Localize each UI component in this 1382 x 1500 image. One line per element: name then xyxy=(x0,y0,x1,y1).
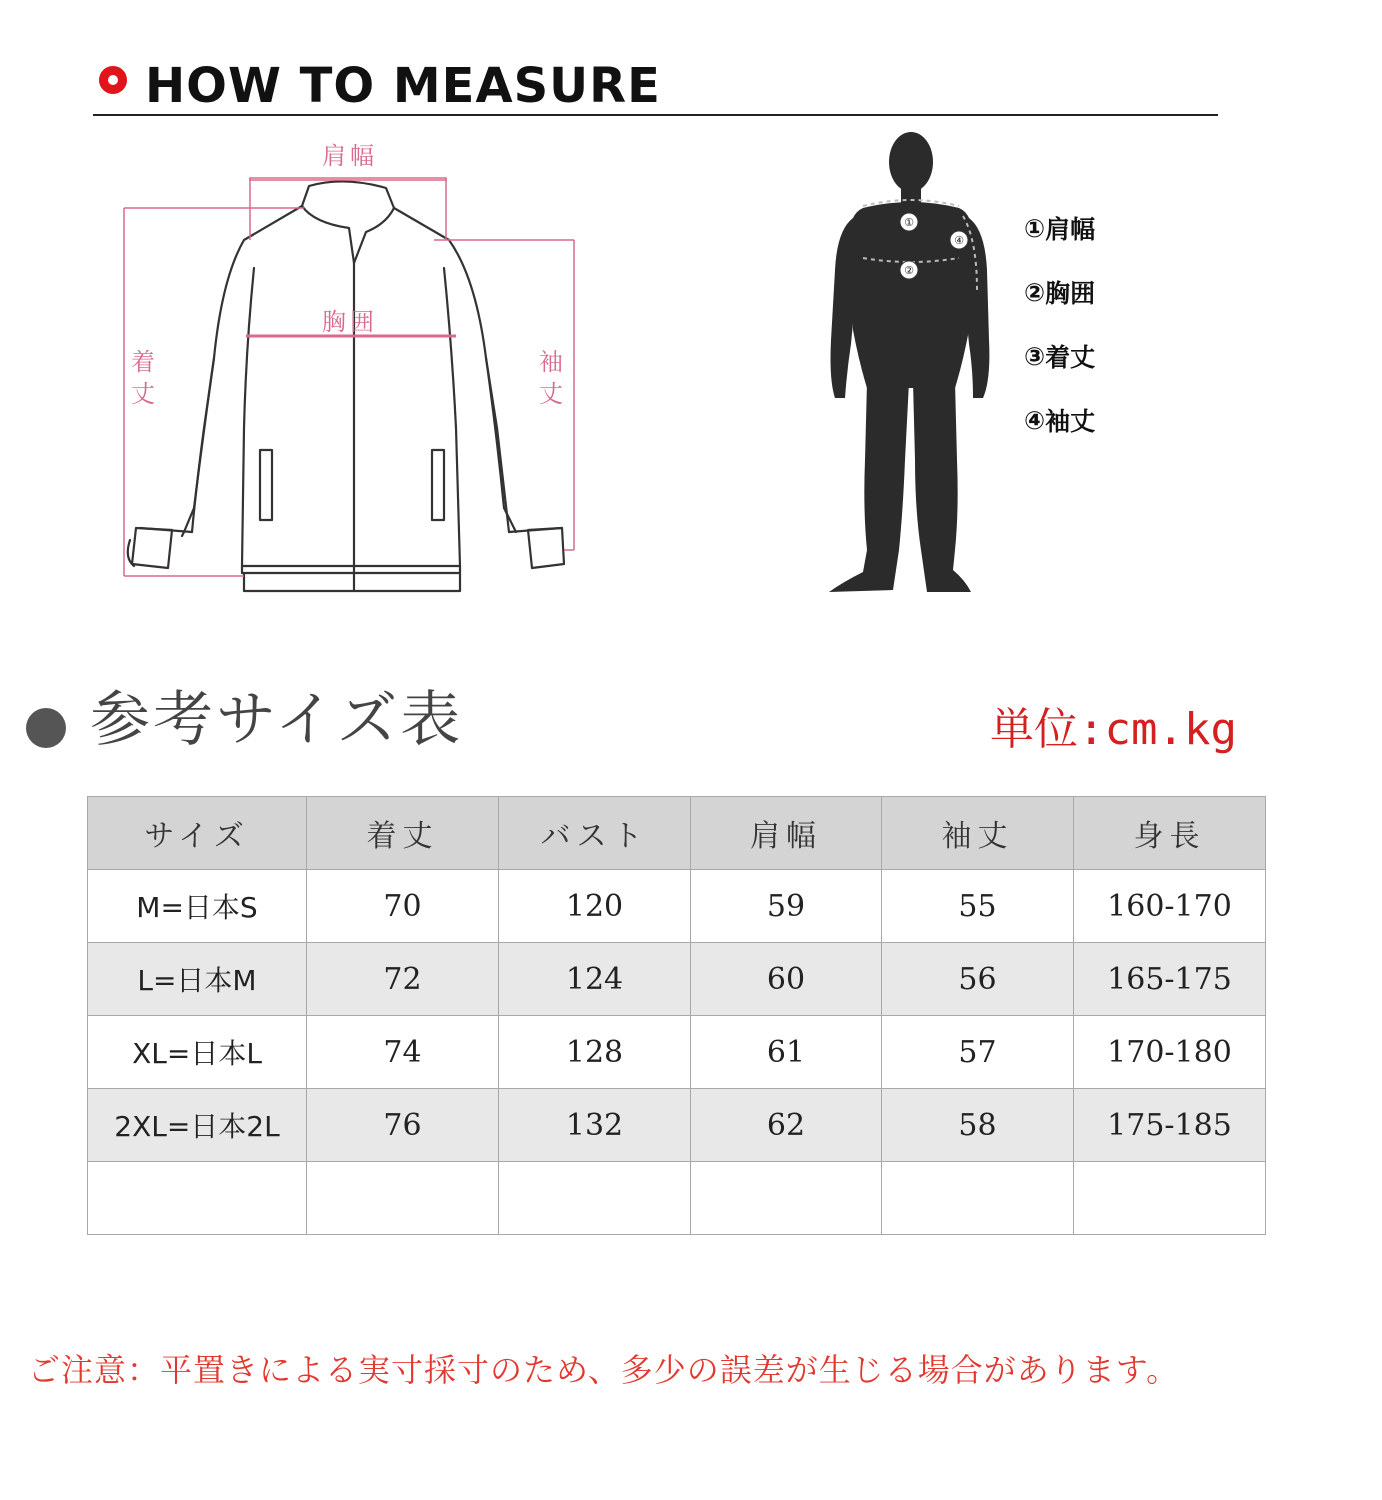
table-cell: 128 xyxy=(499,1016,691,1089)
header-divider xyxy=(93,114,1218,116)
red-ring-icon xyxy=(99,66,127,94)
legend-label: 袖丈 xyxy=(1045,407,1096,436)
table-cell xyxy=(882,1162,1074,1235)
legend-number: ② xyxy=(1024,277,1046,307)
header-shoulder: 肩幅 xyxy=(691,797,882,870)
table-cell: 170-180 xyxy=(1074,1016,1266,1089)
table-cell: 61 xyxy=(691,1016,882,1089)
table-cell: 124 xyxy=(499,943,691,1016)
header-sleeve: 袖丈 xyxy=(882,797,1074,870)
body-silhouette-diagram xyxy=(823,130,993,598)
table-cell xyxy=(88,1162,307,1235)
table-row xyxy=(88,1162,1266,1235)
table-cell: 175-185 xyxy=(1074,1089,1266,1162)
table-cell xyxy=(499,1162,691,1235)
table-row xyxy=(88,943,1266,1016)
table-cell: 76 xyxy=(307,1089,499,1162)
header-length: 着丈 xyxy=(307,797,499,870)
table-cell: 165-175 xyxy=(1074,943,1266,1016)
size-chart-title: 参考サイズ表 xyxy=(90,685,464,755)
how-to-measure-header xyxy=(93,56,1218,118)
table-cell: 62 xyxy=(691,1089,882,1162)
legend-number: ④ xyxy=(1024,405,1046,435)
table-cell: 132 xyxy=(499,1089,691,1162)
legend-number: ③ xyxy=(1024,341,1046,371)
table-row xyxy=(88,870,1266,943)
measurement-legend xyxy=(1024,196,1095,452)
table-cell: 59 xyxy=(691,870,882,943)
table-row xyxy=(88,1016,1266,1089)
table-cell xyxy=(1074,1162,1266,1235)
chest-label: 胸囲 xyxy=(322,308,378,336)
header-size: サイズ xyxy=(88,797,307,870)
table-cell: 120 xyxy=(499,870,691,943)
legend-item xyxy=(1024,260,1095,324)
table-cell: L=日本M xyxy=(88,943,307,1016)
shoulder-width-label: 肩幅 xyxy=(322,142,378,170)
table-cell xyxy=(691,1162,882,1235)
length-label: 着丈 xyxy=(131,348,155,409)
legend-number: ① xyxy=(1024,213,1046,243)
table-cell: 60 xyxy=(691,943,882,1016)
table-cell: 72 xyxy=(307,943,499,1016)
legend-label: 着丈 xyxy=(1045,343,1096,372)
table-cell: 74 xyxy=(307,1016,499,1089)
measurement-note: ご注意：平置きによる実寸採寸のため、多少の誤差が生じる場合があります。 xyxy=(28,1351,1180,1389)
table-cell xyxy=(307,1162,499,1235)
header-height: 身長 xyxy=(1074,797,1266,870)
bullet-icon xyxy=(26,708,66,748)
table-cell: M=日本S xyxy=(88,870,307,943)
table-cell: 58 xyxy=(882,1089,1074,1162)
table-cell: 70 xyxy=(307,870,499,943)
table-cell: 2XL=日本2L xyxy=(88,1089,307,1162)
table-cell: 57 xyxy=(882,1016,1074,1089)
marker-2-text: ② xyxy=(904,264,914,277)
marker-1-text: ① xyxy=(904,216,914,229)
legend-label: 肩幅 xyxy=(1045,215,1096,244)
table-cell: 160-170 xyxy=(1074,870,1266,943)
legend-item xyxy=(1024,388,1095,452)
size-chart-table xyxy=(87,796,1266,1235)
legend-item xyxy=(1024,196,1095,260)
table-row xyxy=(88,1089,1266,1162)
legend-item xyxy=(1024,324,1095,388)
how-to-measure-title: HOW TO MEASURE xyxy=(145,58,661,114)
header-bust: バスト xyxy=(499,797,691,870)
legend-label: 胸囲 xyxy=(1045,279,1096,308)
table-cell: 55 xyxy=(882,870,1074,943)
body-silhouette-icon xyxy=(823,130,993,598)
sleeve-length-label: 袖丈 xyxy=(539,348,563,409)
table-header-row xyxy=(88,797,1266,870)
table-cell: 56 xyxy=(882,943,1074,1016)
table-cell: XL=日本L xyxy=(88,1016,307,1089)
unit-label: 単位:cm.kg xyxy=(990,704,1237,755)
marker-4-text: ④ xyxy=(954,234,964,247)
jacket-measurement-diagram xyxy=(104,128,634,606)
